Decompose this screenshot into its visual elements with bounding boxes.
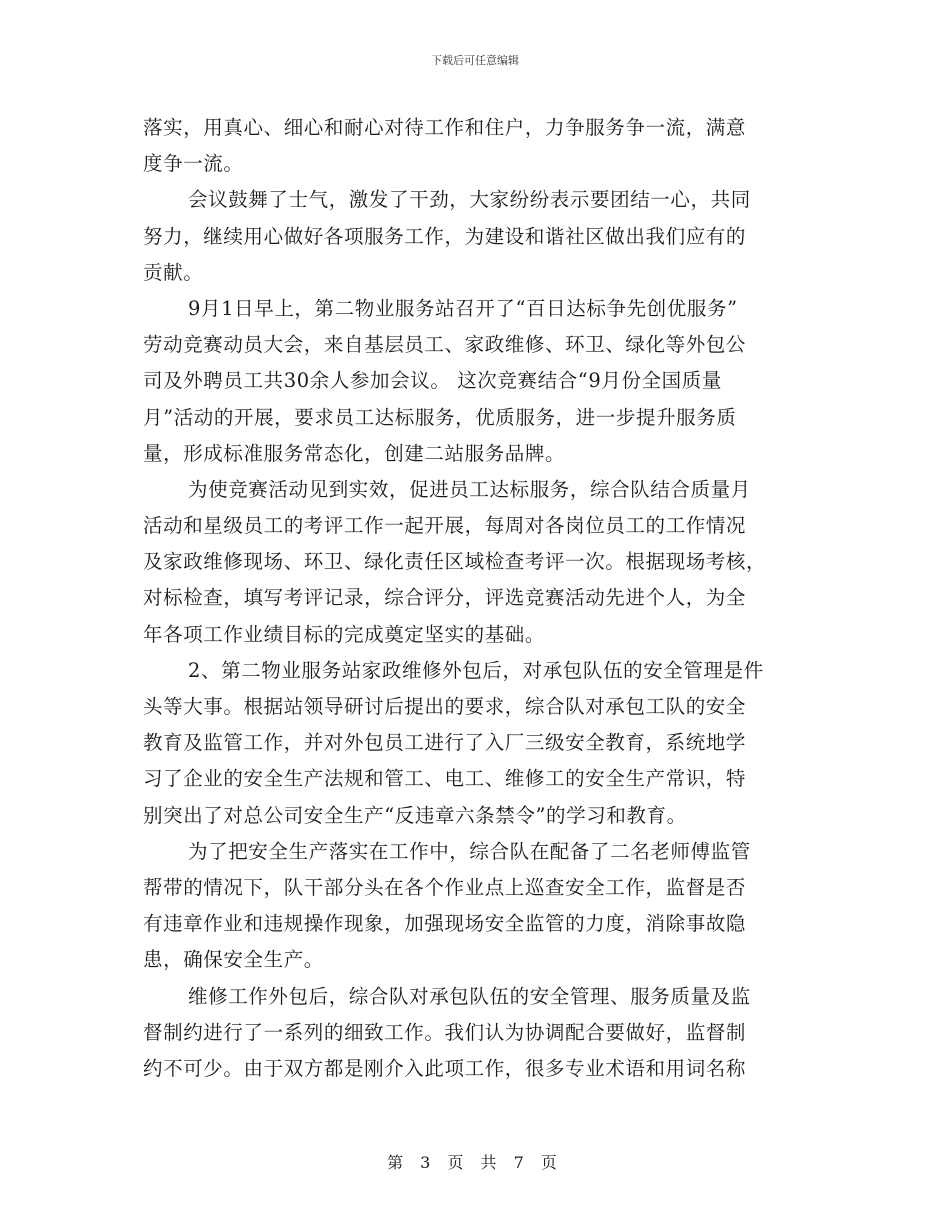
paragraph-start-line: 9月1日早上，第二物业服务站召开了“百日达标争先创优服务” xyxy=(188,296,738,320)
text-line: 对标检查，填写考评记录，综合评分，评选竞赛活动先进个人，为全 xyxy=(143,586,747,610)
text-line: 司及外聘员工共30余人参加会议。 这次竞赛结合“9月份全国质量 xyxy=(143,369,722,393)
text-line: 头等大事。根据站领导研讨后提出的要求，综合队对承包工队的安全 xyxy=(143,695,747,718)
text-line: 有违章作业和违规操作现象，加强现场安全监管的力度，消除事故隐 xyxy=(143,912,747,936)
text-line: 度争一流。 xyxy=(143,152,244,176)
text-line: 量，形成标准服务常态化，创建二站服务品牌。 xyxy=(143,441,566,465)
text-line: 月”活动的开展，要求员工达标服务，优质服务，进一步提升服务质 xyxy=(143,405,737,429)
paragraph-start-line: 维修工作外包后，综合队对承包队伍的安全管理、服务质量及监 xyxy=(188,984,751,1008)
paragraph-start-line: 为使竞赛活动见到实效，促进员工达标服务，综合队结合质量月 xyxy=(188,477,751,501)
text-line: 贡献。 xyxy=(143,260,204,284)
text-line: 年各项工作业绩目标的完成奠定坚实的基础。 xyxy=(143,622,546,646)
text-line: 督制约进行了一系列的细致工作。我们认为协调配合要做好，监督制 xyxy=(143,1020,747,1044)
text-line: 习了企业的安全生产法规和管工、电工、维修工的安全生产常识，特 xyxy=(143,767,747,791)
paragraph-start-line: 会议鼓舞了士气，激发了干劲，大家纷纷表示要团结一心，共同 xyxy=(188,188,751,212)
text-line: 落实，用真心、细心和耐心对待工作和住户，力争服务争一流，满意 xyxy=(143,116,747,139)
text-line: 及家政维修现场、环卫、绿化责任区域检查考评一次。根据现场考核， xyxy=(143,550,767,574)
document-body xyxy=(143,110,807,1087)
text-line: 努力，继续用心做好各项服务工作，为建设和谐社区做出我们应有的 xyxy=(143,224,747,248)
page-footer: 第 3 页 共 7 页 xyxy=(387,1153,563,1172)
text-line: 教育及监管工作，并对外包员工进行了入厂三级安全教育，系统地学 xyxy=(143,731,747,755)
text-line: 劳动竞赛动员大会，来自基层员工、家政维修、环卫、绿化等外包公 xyxy=(143,333,747,357)
page-header: 下载后可任意编辑 xyxy=(431,54,519,67)
text-line: 活动和星级员工的考评工作一起开展，每周对各岗位员工的工作情况 xyxy=(143,514,747,538)
paragraph-start-line: 2、第二物业服务站家政维修外包后，对承包队伍的安全管理是件 xyxy=(188,658,764,682)
text-line: 帮带的情况下，队干部分头在各个作业点上巡查安全工作，监督是否 xyxy=(143,875,747,899)
text-line: 患，确保安全生产。 xyxy=(143,948,324,972)
text-line: 约不可少。由于双方都是刚介入此项工作，很多专业术语和用词名称 xyxy=(143,1056,747,1080)
paragraph-start-line: 为了把安全生产落实在工作中，综合队在配备了二名老师傅监管 xyxy=(188,839,751,863)
text-line: 别突出了对总公司安全生产“反违章六条禁令”的学习和教育。 xyxy=(143,803,687,827)
